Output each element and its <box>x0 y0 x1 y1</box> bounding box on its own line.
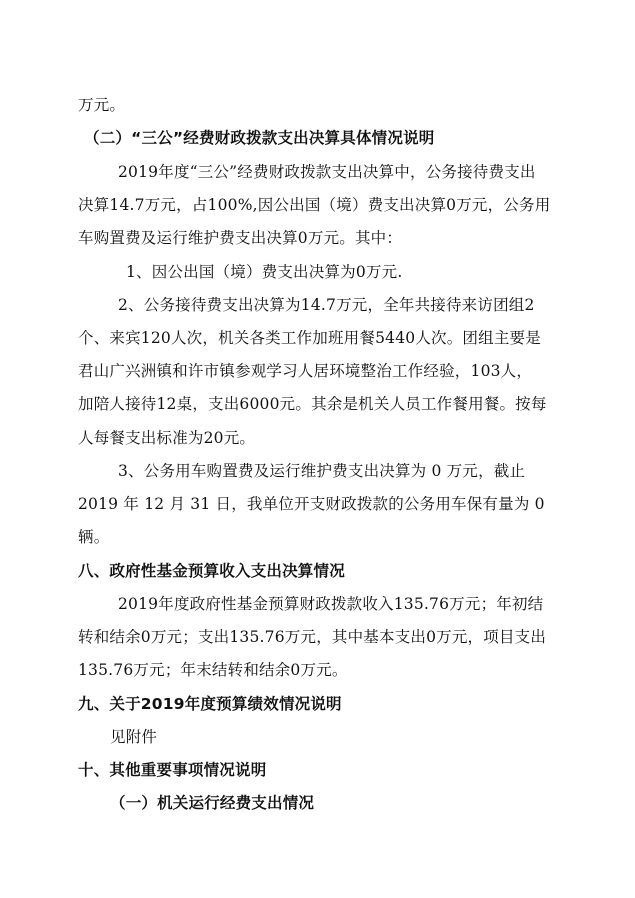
paragraph-line: 个、来宾120人次，机关各类工作加班用餐5440人次。团组主要是 <box>78 329 541 347</box>
section-heading: 十、其他重要事项情况说明 <box>78 761 267 779</box>
paragraph-line: 见附件 <box>110 728 158 746</box>
paragraph-line: 2、公务接待费支出决算为14.7万元，全年共接待来访团组2 <box>118 296 535 314</box>
paragraph-line: 辆。 <box>78 528 110 546</box>
paragraph-line: 转和结余0万元；支出135.76万元，其中基本支出0万元，项目支出 <box>78 628 547 646</box>
paragraph-line: 2019年度“三公”经费财政拨款支出决算中，公务接待费支出 <box>118 163 536 181</box>
paragraph-line: 人每餐支出标准为20元。 <box>78 429 256 447</box>
paragraph-line: 3、公务用车购置费及运行维护费支出决算为 0 万元，截止 <box>118 462 526 480</box>
paragraph-line: 决算14.7万元，占100%,因公出国（境）费支出决算0万元，公务用 <box>78 196 551 214</box>
paragraph-line: 车购置费及运行维护费支出决算0万元。其中： <box>78 229 403 247</box>
paragraph-line: 君山广兴洲镇和许市镇参观学习人居环境整治工作经验，103人， <box>78 362 533 380</box>
section-heading: （二）“三公”经费财政拨款支出决算具体情况说明 <box>84 129 435 147</box>
paragraph-line: 加陪人接待12桌，支出6000元。其余是机关人员工作餐用餐。按每 <box>78 395 547 413</box>
text-line: 万元。 <box>78 96 126 114</box>
paragraph-line: 2019年度政府性基金预算财政拨款收入135.76万元；年初结 <box>118 595 544 613</box>
section-heading: 八、政府性基金预算收入支出决算情况 <box>78 562 345 580</box>
paragraph-line: 2019 年 12 月 31 日，我单位开支财政拨款的公务用车保有量为 0 <box>78 495 545 513</box>
section-heading: 九、关于2019年度预算绩效情况说明 <box>78 695 342 713</box>
paragraph-line: 1、因公出国（境）费支出决算为0万元. <box>126 263 403 281</box>
paragraph-line: 135.76万元；年末结转和结余0万元。 <box>78 661 348 679</box>
subsection-heading: （一）机关运行经费支出情况 <box>110 794 315 812</box>
